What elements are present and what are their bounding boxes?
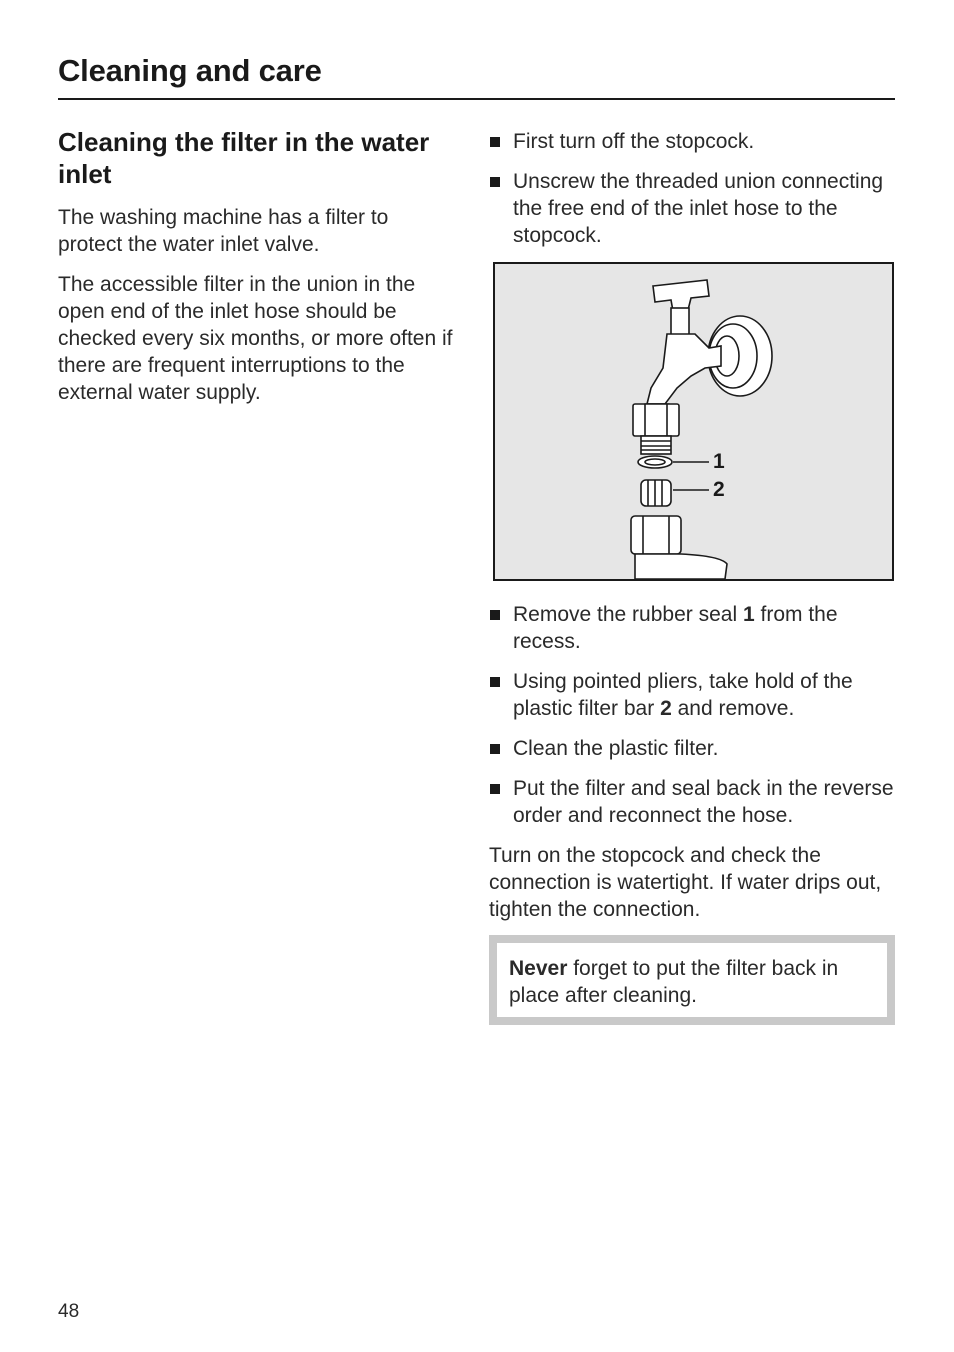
square-bullet-icon: [490, 744, 500, 754]
warning-note-box: [489, 935, 895, 1025]
stopcock-filter-illustration: [493, 262, 894, 581]
step-item: Using pointed pliers, take hold of the plastic filter bar 2 and remove.: [489, 668, 895, 722]
callout-label-1: 1: [713, 450, 725, 473]
steps-list-after: [489, 601, 895, 829]
steps-list-before: [489, 128, 895, 249]
intro-paragraph-1: The washing machine has a filter to protect the water inlet valve.: [58, 206, 389, 256]
stopcock-drawing: [495, 264, 892, 579]
square-bullet-icon: [490, 137, 500, 147]
square-bullet-icon: [490, 177, 500, 187]
square-bullet-icon: [490, 677, 500, 687]
square-bullet-icon: [490, 784, 500, 794]
step-item: Remove the rubber seal 1 from the recess.: [489, 601, 895, 655]
section-heading: Cleaning the filter in the water inlet: [58, 127, 430, 189]
step-item: First turn off the stopcock.: [489, 128, 895, 155]
page-number: 48: [58, 1301, 80, 1322]
intro-paragraph-2: The accessible filter in the union in the open end of the inlet hose should be checked every six months, or more often if there are frequent interruptions to the external water supply.: [58, 273, 453, 404]
page-header: [58, 52, 895, 100]
step-item: Clean the plastic filter.: [489, 735, 895, 762]
note-text: forget to put the filter back in place after cleaning.: [509, 957, 839, 1007]
right-column: [489, 128, 895, 1025]
check-paragraph: Turn on the stopcock and check the connection is watertight. If water drips out, tighten the connection.: [489, 844, 882, 921]
note-emphasis: Never: [509, 957, 568, 980]
square-bullet-icon: [490, 610, 500, 620]
step-item: Put the filter and seal back in the reverse order and reconnect the hose.: [489, 775, 895, 829]
callout-label-2: 2: [713, 478, 725, 501]
step-item: Unscrew the threaded union connecting the free end of the inlet hose to the stopcock.: [489, 168, 895, 249]
page-title: Cleaning and care: [58, 52, 895, 100]
left-column: [58, 126, 453, 419]
